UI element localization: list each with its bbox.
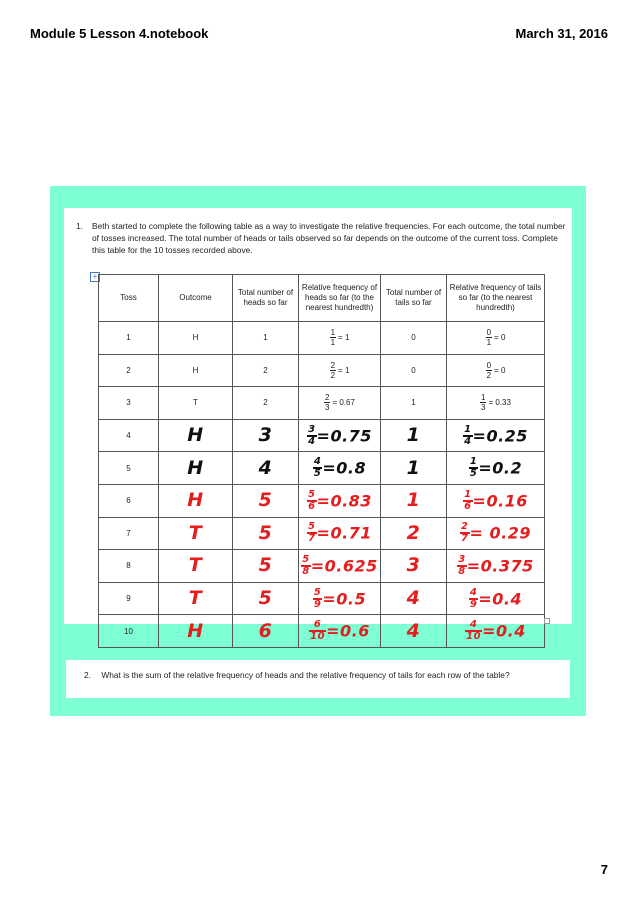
relative-heads-value: =0.6: [326, 621, 370, 641]
toss-cell: 1: [99, 322, 159, 355]
relative-heads-numerator: 1: [330, 328, 336, 338]
relative-heads-denominator: 10: [310, 631, 326, 643]
relative-tails-value: = 0.33: [488, 398, 511, 408]
table-row: [99, 615, 545, 648]
relative-heads-numerator: 3: [308, 423, 316, 435]
handwritten-relative-tails: [447, 615, 545, 648]
relative-tails-numerator: 1: [464, 488, 472, 500]
relative-heads-numerator: 5: [313, 586, 322, 598]
relative-heads-numerator: 2: [325, 393, 330, 403]
relative-tails-numerator: 3: [458, 553, 466, 565]
handwritten-relative-heads: [299, 452, 381, 485]
problem-2-text: What is the sum of the relative frequency of heads and the relative frequency of tails for each row of the table?: [101, 670, 510, 680]
relative-tails-value: =0.2: [478, 458, 523, 478]
handwritten-relative-heads: [299, 517, 381, 550]
handwritten-tails-count: 4: [381, 615, 447, 648]
tails-count-cell: 1: [381, 387, 447, 420]
relative-tails-denominator: 7: [461, 533, 469, 545]
toss-cell: 9: [99, 582, 159, 615]
handwritten-outcome: T: [159, 517, 233, 550]
relative-heads-value: =0.5: [322, 589, 367, 609]
handwritten-tails-count: 1: [381, 452, 447, 485]
relative-tails-value: = 0: [494, 365, 506, 375]
handwritten-heads-count: 5: [233, 517, 299, 550]
relative-tails-denominator: 10: [466, 631, 482, 643]
relative-tails-denominator: 8: [458, 565, 466, 577]
table-row: [99, 484, 545, 517]
toss-cell: 7: [99, 517, 159, 550]
table-row: [99, 550, 545, 583]
relative-heads-cell: [299, 322, 381, 355]
handwritten-relative-tails: [447, 452, 545, 485]
relative-heads-denominator: 9: [313, 598, 322, 610]
relative-tails-cell: [447, 322, 545, 355]
relative-heads-value: =0.83: [316, 491, 372, 511]
relative-heads-numerator: 6: [309, 620, 326, 632]
relative-heads-cell: [299, 387, 381, 420]
handwritten-tails-count: 2: [381, 517, 447, 550]
relative-tails-numerator: 4: [465, 620, 482, 632]
relative-tails-numerator: 0: [486, 328, 492, 338]
handwritten-tails-count: 4: [381, 582, 447, 615]
relative-tails-denominator: 1: [486, 338, 492, 348]
table-row: [99, 354, 545, 387]
relative-heads-denominator: 7: [308, 533, 316, 545]
handwritten-tails-count: 1: [381, 484, 447, 517]
handwritten-heads-count: 6: [233, 615, 299, 648]
toss-cell: 4: [99, 419, 159, 452]
col-header-total-tails: Total number of tails so far: [381, 275, 447, 322]
relative-tails-value: = 0: [494, 333, 506, 343]
handwritten-heads-count: 5: [233, 484, 299, 517]
handwritten-relative-tails: [447, 582, 545, 615]
problem-2-number: 2.: [84, 670, 91, 680]
toss-cell: 6: [99, 484, 159, 517]
relative-heads-numerator: 4: [313, 456, 322, 468]
relative-tails-cell: [447, 387, 545, 420]
problem-2: [84, 670, 510, 680]
relative-heads-numerator: 5: [308, 488, 316, 500]
heads-count-cell: 1: [233, 322, 299, 355]
relative-heads-denominator: 5: [313, 468, 322, 480]
relative-tails-value: =0.375: [466, 556, 534, 576]
handwritten-relative-heads: [299, 582, 381, 615]
relative-heads-value: =0.8: [322, 458, 367, 478]
relative-tails-value: =0.16: [472, 491, 528, 511]
toss-cell: 10: [99, 615, 159, 648]
page-date: March 31, 2016: [515, 26, 608, 41]
move-anchor-icon[interactable]: +: [90, 272, 100, 282]
relative-heads-denominator: 8: [302, 565, 310, 577]
relative-tails-denominator: 2: [486, 370, 492, 380]
handwritten-heads-count: 4: [233, 452, 299, 485]
table-row: [99, 387, 545, 420]
col-header-total-heads: Total number of heads so far: [233, 275, 299, 322]
handwritten-outcome: H: [159, 419, 233, 452]
handwritten-relative-tails: [447, 550, 545, 583]
toss-cell: 8: [99, 550, 159, 583]
relative-heads-value: = 1: [338, 365, 350, 375]
worksheet-image: [64, 208, 572, 643]
table-row: [99, 322, 545, 355]
relative-heads-denominator: 1: [330, 338, 336, 348]
handwritten-relative-tails: [447, 517, 545, 550]
relative-heads-numerator: 5: [302, 553, 310, 565]
heads-count-cell: 2: [233, 387, 299, 420]
table-row: [99, 582, 545, 615]
relative-tails-denominator: 4: [464, 435, 472, 447]
handwritten-relative-heads: [299, 615, 381, 648]
relative-heads-numerator: 2: [330, 360, 336, 370]
handwritten-relative-heads: [299, 484, 381, 517]
problem-1-text: Beth started to complete the following table as a way to investigate the relative frequencies. For each outcome, the total number of tosses increased. The total number of heads or tails observed so far depends on the outcome of the current toss. Complete this table for the 10 tosses recorded above.: [92, 221, 566, 255]
tails-count-cell: 0: [381, 322, 447, 355]
relative-tails-denominator: 9: [469, 598, 478, 610]
handwritten-outcome: H: [159, 484, 233, 517]
relative-heads-denominator: 2: [330, 370, 336, 380]
relative-heads-value: =0.625: [310, 556, 378, 576]
handwritten-heads-count: 5: [233, 550, 299, 583]
relative-heads-denominator: 3: [325, 403, 330, 413]
page-number: 7: [600, 862, 608, 877]
relative-tails-denominator: 3: [481, 403, 486, 413]
handwritten-outcome: T: [159, 550, 233, 583]
handwritten-tails-count: 1: [381, 419, 447, 452]
relative-tails-numerator: 1: [481, 393, 486, 403]
relative-tails-value: =0.4: [482, 621, 526, 641]
resize-handle[interactable]: [544, 618, 550, 624]
relative-heads-denominator: 4: [308, 435, 316, 447]
table-row: [99, 419, 545, 452]
notebook-title: Module 5 Lesson 4.notebook: [30, 26, 209, 41]
relative-tails-numerator: 1: [469, 456, 478, 468]
relative-heads-value: =0.71: [316, 523, 372, 543]
relative-tails-denominator: 5: [469, 468, 478, 480]
relative-tails-value: =0.4: [478, 589, 523, 609]
handwritten-heads-count: 5: [233, 582, 299, 615]
relative-heads-value: =0.75: [316, 426, 372, 446]
relative-frequency-table: [98, 274, 545, 648]
outcome-cell: H: [159, 354, 233, 387]
handwritten-relative-tails: [447, 484, 545, 517]
relative-tails-value: = 0.29: [469, 523, 531, 543]
relative-tails-denominator: 6: [464, 500, 472, 512]
col-header-relative-tails: Relative frequency of tails so far (to the nearest hundredth): [447, 275, 545, 322]
relative-heads-value: = 0.67: [332, 398, 355, 408]
col-header-outcome: Outcome: [159, 275, 233, 322]
table-row: [99, 517, 545, 550]
tails-count-cell: 0: [381, 354, 447, 387]
handwritten-heads-count: 3: [233, 419, 299, 452]
toss-cell: 3: [99, 387, 159, 420]
relative-tails-numerator: 1: [464, 423, 472, 435]
table-header-row: [99, 275, 545, 322]
handwritten-outcome: H: [159, 452, 233, 485]
problem-2-box: [66, 660, 570, 698]
relative-tails-cell: [447, 354, 545, 387]
relative-tails-value: =0.25: [472, 426, 528, 446]
relative-heads-numerator: 5: [308, 521, 316, 533]
handwritten-relative-heads: [299, 419, 381, 452]
relative-tails-numerator: 4: [469, 586, 478, 598]
toss-cell: 2: [99, 354, 159, 387]
col-header-relative-heads: Relative frequency of heads so far (to the nearest hundredth): [299, 275, 381, 322]
notebook-slide: [50, 186, 586, 716]
outcome-cell: T: [159, 387, 233, 420]
outcome-cell: H: [159, 322, 233, 355]
toss-cell: 5: [99, 452, 159, 485]
table-row: [99, 452, 545, 485]
relative-tails-numerator: 0: [486, 360, 492, 370]
problem-1-number: 1.: [76, 221, 83, 231]
relative-heads-denominator: 6: [308, 500, 316, 512]
handwritten-relative-tails: [447, 419, 545, 452]
relative-heads-cell: [299, 354, 381, 387]
col-header-toss: Toss: [99, 275, 159, 322]
handwritten-outcome: H: [159, 615, 233, 648]
relative-tails-numerator: 2: [461, 521, 469, 533]
handwritten-relative-heads: [299, 550, 381, 583]
handwritten-tails-count: 3: [381, 550, 447, 583]
relative-heads-value: = 1: [338, 333, 350, 343]
handwritten-outcome: T: [159, 582, 233, 615]
heads-count-cell: 2: [233, 354, 299, 387]
